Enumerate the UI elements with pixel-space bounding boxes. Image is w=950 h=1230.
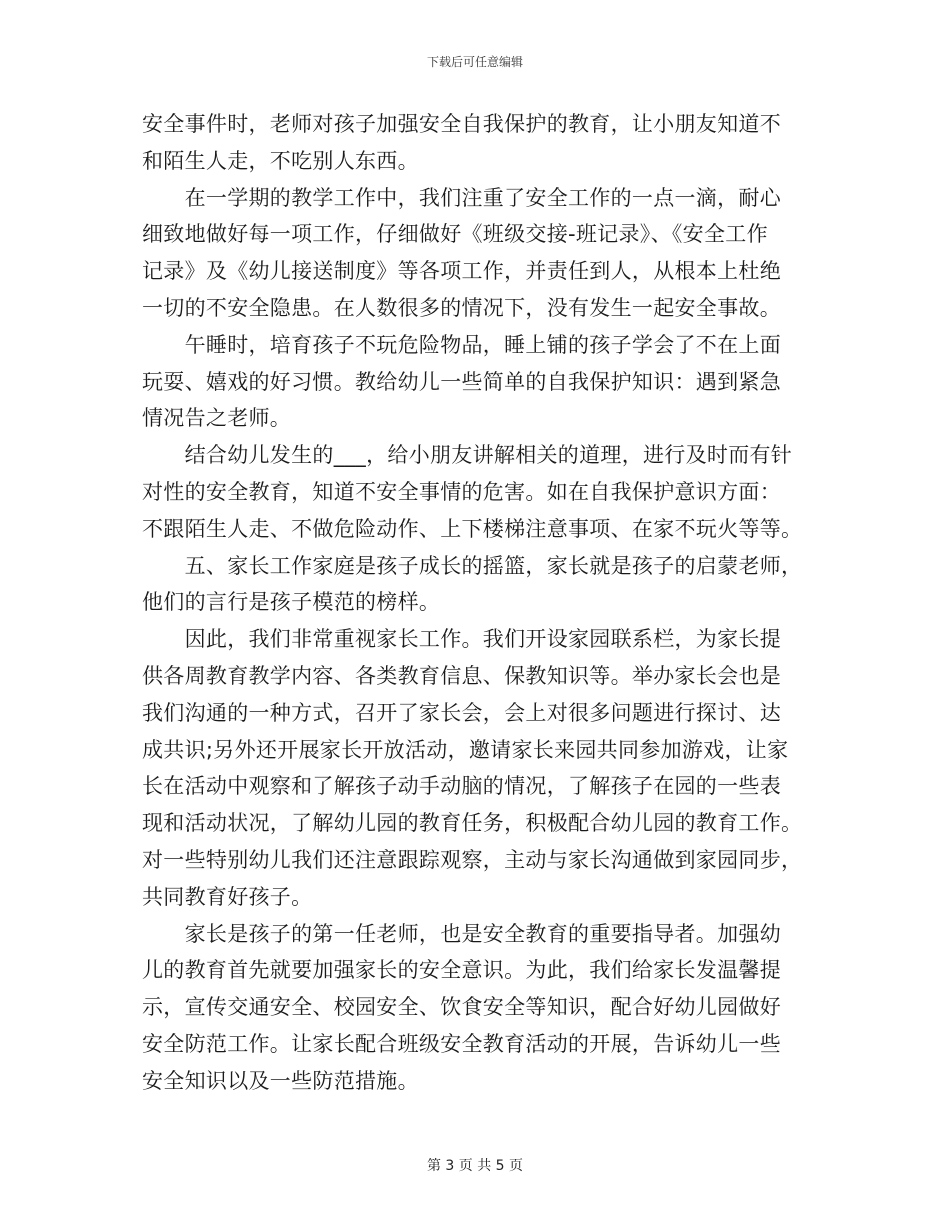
text-line: 记录》及《幼儿接送制度》等各项工作，并责任到人，从根本上杜绝 [142,259,781,284]
text-line: 现和活动状况，了解幼儿园的教育任务，积极配合幼儿园的教育工作。 [142,811,803,836]
text-line: 在一学期的教学工作中，我们注重了安全工作的一点一滴，耐心 [142,185,781,210]
text-line: 安全事件时，老师对孩子加强安全自我保护的教育，让小朋友知道不 [142,112,781,136]
text-line: 成共识;另外还开展家长开放活动，邀请家长来园共同参加游戏，让家 [142,737,789,762]
text-line: 我们沟通的一种方式，召开了家长会，会上对很多问题进行探讨、达 [142,700,781,725]
text-line: 不跟陌生人走、不做危险动作、上下楼梯注意事项、在家不玩火等等。 [142,516,803,541]
text-line: 安全知识以及一些防范措施。 [142,1068,419,1093]
text-line: 结合幼儿发生的___，给小朋友讲解相关的道理，进行及时而有针 [142,443,793,468]
page-footer: 第 3 页 共 5 页 [426,1158,524,1174]
body-text [142,106,808,1100]
page-header: 下载后可任意编辑 [426,55,523,69]
text-line: 共同教育好孩子。 [142,884,313,909]
text-line: 示，宣传交通安全、校园安全、饮食安全等知识，配合好幼儿园做好 [142,995,781,1020]
text-line: 对性的安全教育，知道不安全事情的危害。如在自我保护意识方面： [142,479,781,504]
text-line: 儿的教育首先就要加强家长的安全意识。为此，我们给家长发温馨提 [142,958,781,983]
text-line: 玩耍、嬉戏的好习惯。教给幼儿一些简单的自我保护知识：遇到紧急 [142,369,781,394]
text-line: 情况告之老师。 [142,406,292,431]
text-line: 供各周教育教学内容、各类教育信息、保教知识等。举办家长会也是 [142,663,781,688]
text-line: 安全防范工作。让家长配合班级安全教育活动的开展，告诉幼儿一些 [142,1031,781,1056]
text-line: 五、家长工作家庭是孩子成长的摇篮，家长就是孩子的启蒙老师， [142,553,803,578]
text-line: 长在活动中观察和了解孩子动手动脑的情况，了解孩子在园的一些表 [142,774,781,799]
text-line: 他们的言行是孩子模范的榜样。 [142,590,441,615]
text-line: 对一些特别幼儿我们还注意跟踪观察，主动与家长沟通做到家园同步， [142,847,803,872]
text-line: 因此，我们非常重视家长工作。我们开设家园联系栏，为家长提 [142,627,781,652]
text-line: 细致地做好每一项工作，仔细做好《班级交接-班记录》、《安全工作 [142,222,768,247]
text-line: 一切的不安全隐患。在人数很多的情况下，没有发生一起安全事故。 [142,295,781,320]
text-line: 午睡时，培育孩子不玩危险物品，睡上铺的孩子学会了不在上面 [142,332,781,357]
text-line: 家长是孩子的第一任老师，也是安全教育的重要指导者。加强幼 [142,921,781,946]
text-line: 和陌生人走，不吃别人东西。 [142,148,419,173]
